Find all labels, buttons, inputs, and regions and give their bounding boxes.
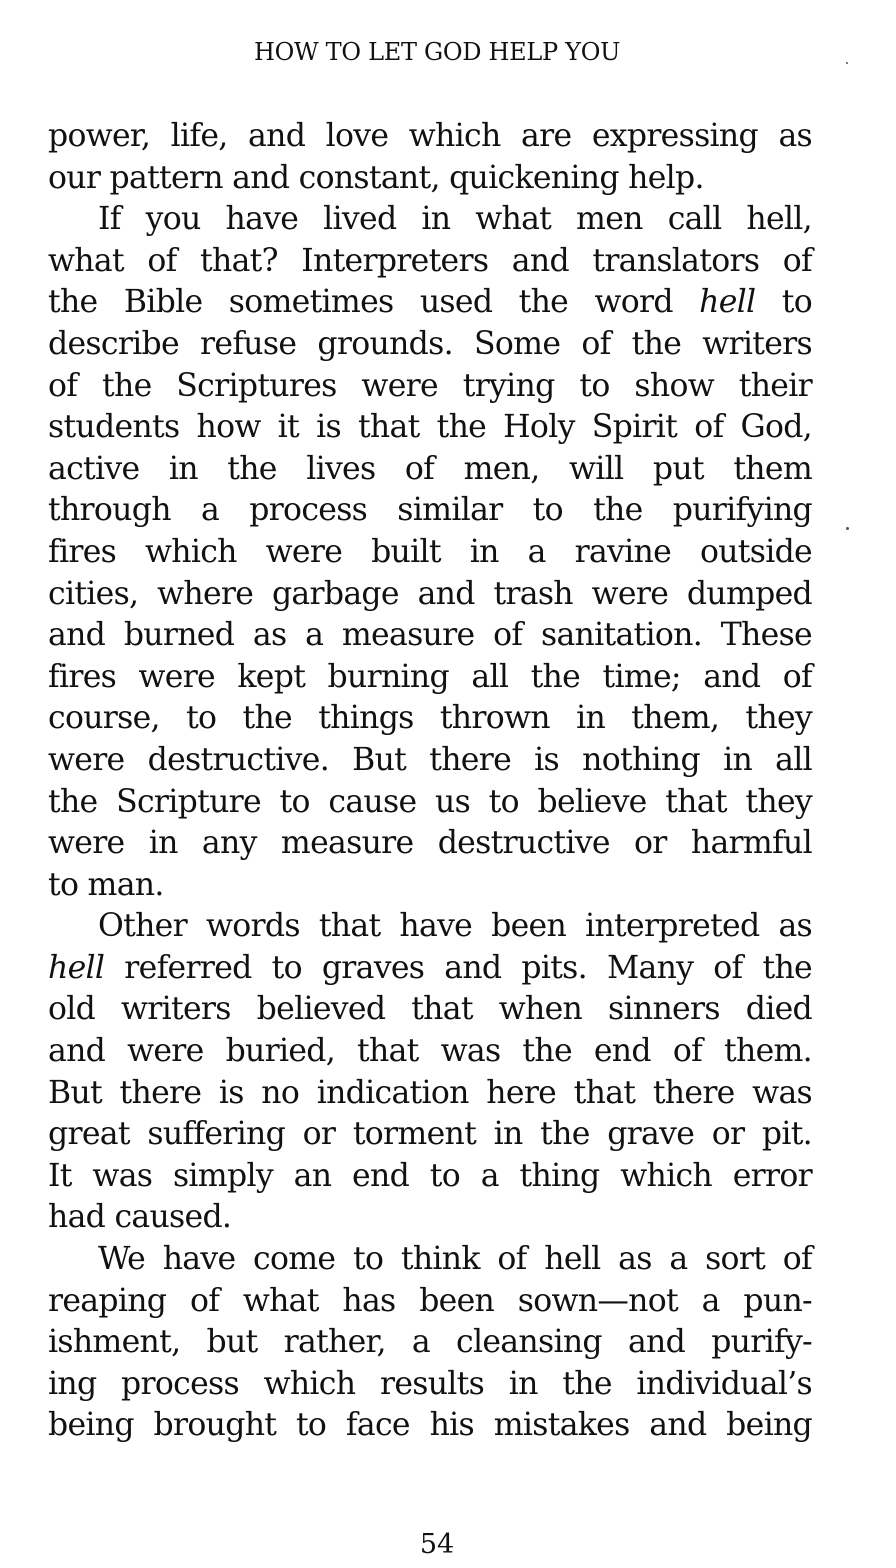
text-run: our pattern and constant, quickening help. — [48, 159, 704, 196]
text-line — [48, 782, 812, 824]
text-line — [48, 1322, 812, 1364]
text-line — [48, 366, 812, 408]
text-line — [48, 407, 812, 449]
text-run: the Scripture to cause us to believe that they — [48, 783, 812, 820]
text-line — [48, 490, 812, 532]
text-run: fires which were built in a ravine outside — [48, 533, 812, 570]
text-line — [48, 657, 812, 699]
text-line — [48, 948, 812, 990]
text-line — [48, 1114, 812, 1156]
text-line — [48, 865, 812, 907]
text-line — [48, 906, 812, 948]
text-line — [48, 158, 812, 200]
text-run: to man. — [48, 866, 164, 903]
text-run: and were buried, that was the end of them. — [48, 1033, 812, 1070]
text-run: But there is no indication here that there was — [48, 1074, 812, 1111]
text-run: It was simply an end to a thing which error — [48, 1157, 812, 1194]
text-run: and burned as a measure of sanitation. These — [48, 617, 812, 654]
text-line — [48, 241, 812, 283]
emphasized-word: hell — [48, 949, 105, 986]
text-run: were destructive. But there is nothing in all — [48, 741, 812, 778]
text-line — [48, 282, 812, 324]
text-run: reaping of what has been sown—not a pun- — [48, 1282, 812, 1319]
text-run: cities, where garbage and trash were dumped — [48, 575, 812, 612]
text-run: were in any measure destructive or harmful — [48, 825, 812, 862]
text-line — [48, 1281, 812, 1323]
text-run: great suffering or torment in the grave or pit. — [48, 1116, 812, 1153]
text-run: the Bible sometimes used the word — [48, 284, 700, 321]
text-run: students how it is that the Holy Spirit of God, — [48, 409, 812, 446]
text-line — [48, 740, 812, 782]
text-line — [48, 698, 812, 740]
body-text — [48, 116, 812, 1447]
text-line — [48, 1073, 812, 1115]
text-line — [48, 1197, 812, 1239]
text-run: active in the lives of men, will put them — [48, 450, 812, 487]
text-run: ishment, but rather, a cleansing and purify- — [48, 1324, 812, 1361]
text-run: of the Scriptures were trying to show their — [48, 367, 812, 404]
text-line — [48, 1364, 812, 1406]
text-run: being brought to face his mistakes and being — [48, 1407, 812, 1444]
text-line — [48, 449, 812, 491]
scan-speck — [846, 527, 849, 530]
text-line — [48, 1031, 812, 1073]
text-line — [48, 989, 812, 1031]
text-run: course, to the things thrown in them, they — [48, 700, 812, 737]
text-run: through a process similar to the purifying — [48, 492, 812, 529]
text-line — [48, 1405, 812, 1447]
text-line — [48, 574, 812, 616]
text-line — [48, 823, 812, 865]
text-run: We have come to think of hell as a sort of — [98, 1241, 812, 1278]
text-run: to — [755, 284, 812, 321]
text-run: If you have lived in what men call hell, — [98, 201, 812, 238]
text-run: power, life, and love which are expressing as — [48, 118, 812, 154]
text-line — [48, 199, 812, 241]
scan-speck — [846, 62, 848, 64]
text-line — [48, 1239, 812, 1281]
text-line — [48, 1156, 812, 1198]
text-run: had caused. — [48, 1199, 232, 1236]
text-line — [48, 116, 812, 158]
text-line — [48, 615, 812, 657]
text-run: old writers believed that when sinners died — [48, 991, 812, 1028]
page-number: 54 — [419, 1529, 455, 1560]
text-run: Other words that have been interpreted as — [98, 908, 812, 945]
running-head: HOW TO LET GOD HELP YOU — [253, 38, 621, 66]
text-line — [48, 324, 812, 366]
text-run: ing process which results in the individual’s — [48, 1365, 812, 1402]
text-run: referred to graves and pits. Many of the — [104, 949, 812, 986]
text-run: what of that? Interpreters and translators of — [48, 242, 812, 279]
emphasized-word: hell — [699, 284, 756, 321]
text-run: fires were kept burning all the time; and of — [48, 658, 812, 695]
text-run: describe refuse grounds. Some of the writers — [48, 325, 812, 362]
text-line — [48, 532, 812, 574]
